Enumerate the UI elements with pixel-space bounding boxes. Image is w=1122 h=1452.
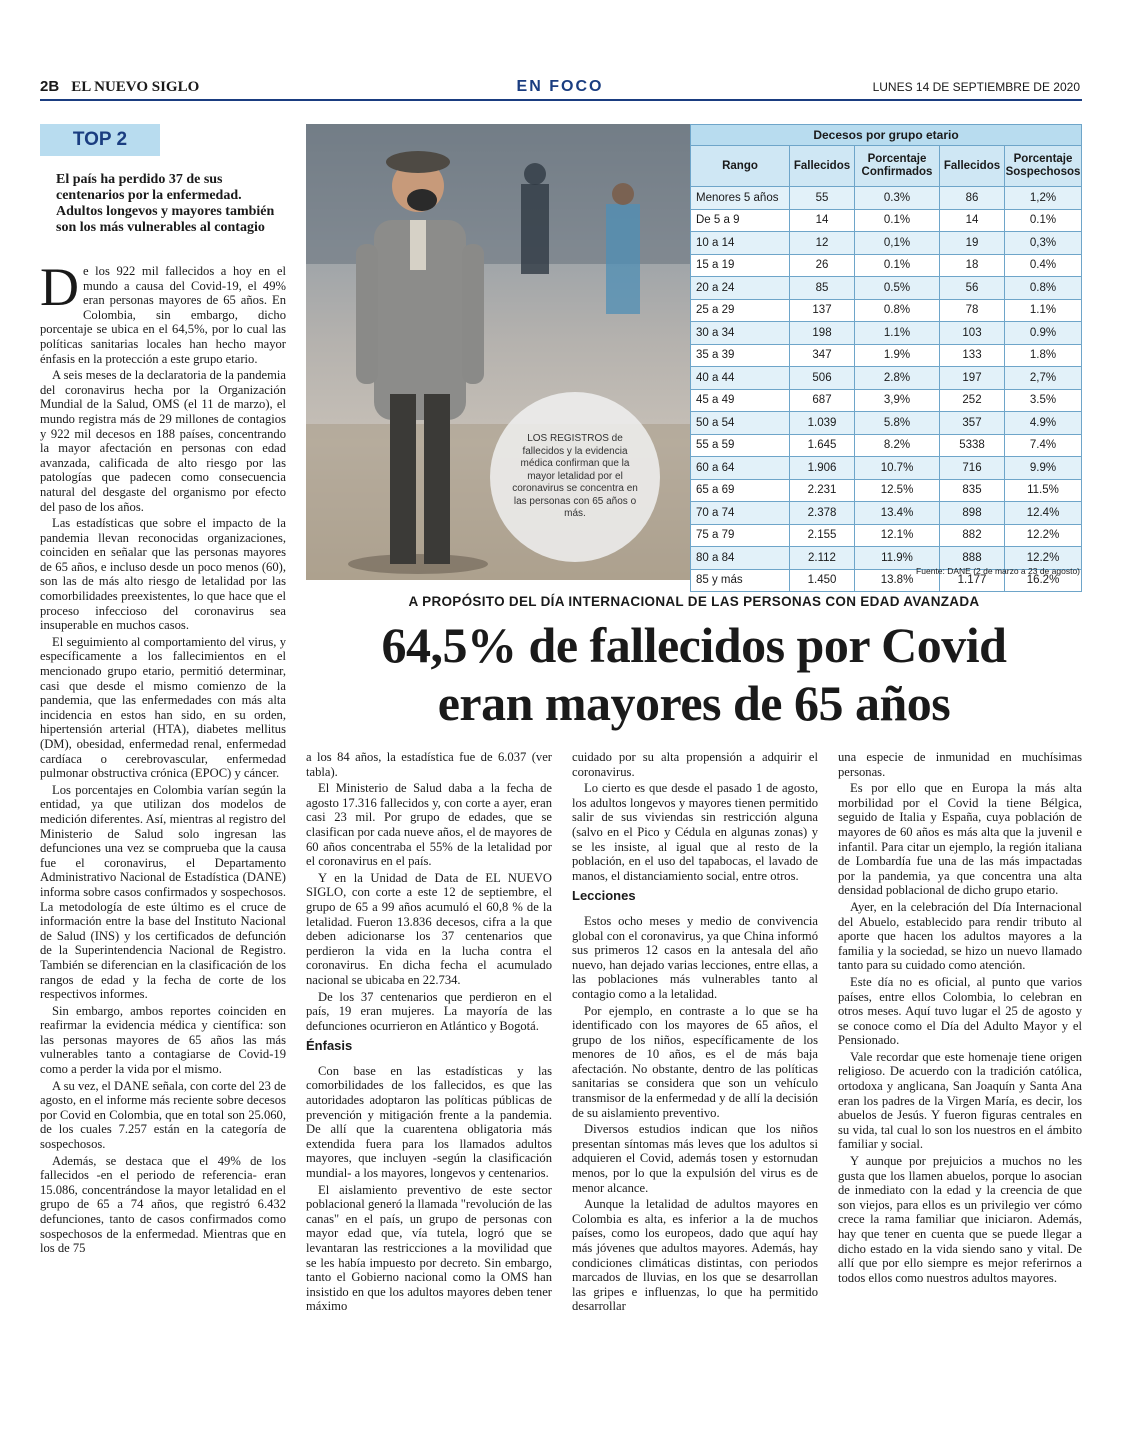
paragraph: Estos ocho meses y medio de convivencia global con el coronavirus, ya que China informó sus primeros 12 casos en la antesala del año nuevo, han dejado varias lecciones, entre ellas, a las poblaciones más vulnerables tanto al contagio como a la letalidad.	[572, 913, 818, 1001]
table-row	[691, 299, 1082, 322]
table-cell: De 5 a 9	[691, 209, 790, 232]
table-cell: 12.5%	[855, 479, 940, 502]
table-cell: 137	[790, 299, 855, 322]
table-cell: 357	[940, 412, 1005, 435]
paragraph: Sin embargo, ambos reportes coinciden en reafirmar la evidencia médica y científica: son las personas mayores de 65 años las más vulnerables tanto a contagiarse de Covid-19 como a perder la vida por el mismo.	[40, 1003, 286, 1077]
headline	[306, 616, 1082, 732]
paragraph: A su vez, el DANE señala, con corte del 23 de agosto, en el informe más reciente sobre decesos por Covid en Colombia, que en total son 25.060, de los cuales 7.257 están en la categoría de sospechosos.	[40, 1078, 286, 1152]
table-cell: 60 a 64	[691, 457, 790, 480]
headline-line-2: eran mayores de 65 años	[437, 675, 951, 731]
lead-paragraph	[40, 257, 286, 366]
lead-text: e los 922 mil fallecidos a hoy en el mundo a causa del Covid-19, el 49% eran personas mayores de 65 años. En Colombia, sin embargo, dicho porcentaje se ubica en el 64,5%, por lo cual las políticas sanitarias locales han hecho mayor énfasis en la protección a este grupo etario.	[40, 264, 286, 366]
table-row	[691, 412, 1082, 435]
paragraph: De los 37 centenarios que perdieron en el país, 19 eran mujeres. La mayoría de las defunciones ocurrieron en Atlántico y Bogotá.	[306, 989, 552, 1033]
table-cell: 12.2%	[1005, 524, 1082, 547]
table-cell: Menores 5 años	[691, 187, 790, 210]
table-cell: 0.1%	[855, 209, 940, 232]
photo-caption: LOS REGISTROS de fallecidos y la evidencia médica confirman que la mayor letalidad por el coronavirus se concentra en las personas con 65 años o más.	[512, 433, 638, 520]
table-source: Fuente: DANE (2 de marzo a 23 de agosto)	[916, 566, 1080, 576]
table-cell: 9.9%	[1005, 457, 1082, 480]
table-cell: 898	[940, 502, 1005, 525]
table-cell: 10.7%	[855, 457, 940, 480]
table-cell: 15 a 19	[691, 254, 790, 277]
table-cell: 18	[940, 254, 1005, 277]
table-cell: 78	[940, 299, 1005, 322]
table-cell: 888	[940, 547, 1005, 570]
table-cell: 65 a 69	[691, 479, 790, 502]
headline-line-1: 64,5% de fallecidos por Covid	[381, 617, 1007, 673]
table-cell: 0,1%	[855, 232, 940, 255]
table-cell: 5338	[940, 434, 1005, 457]
table-cell: 0.8%	[855, 299, 940, 322]
table-cell: 14	[790, 209, 855, 232]
table-cell: 2.155	[790, 524, 855, 547]
paragraph: Aunque la letalidad de adultos mayores en Colombia es alta, es inferior a la de muchos países, como los europeos, dado que aquí hay más jóvenes que adultos mayores. Además, hay condiciones climáticas distintas, con periodos marcados de lluvias, en los que se desarrollan las gripes e influenzas, lo que ha permitido desarrollar	[572, 1197, 818, 1314]
table-row	[691, 344, 1082, 367]
table-cell: 2,7%	[1005, 367, 1082, 390]
table-cell: 835	[940, 479, 1005, 502]
col-header-pct-suspected: Porcentaje Sospechosos	[1005, 146, 1082, 187]
table-cell: 0.3%	[855, 187, 940, 210]
table-cell: 75 a 79	[691, 524, 790, 547]
table-cell: 1.9%	[855, 344, 940, 367]
table-cell: 30 a 34	[691, 322, 790, 345]
table-cell: 35 a 39	[691, 344, 790, 367]
section-name: EN FOCO	[516, 78, 604, 95]
table-cell: 25 a 29	[691, 299, 790, 322]
table-cell: 1.039	[790, 412, 855, 435]
table-cell: 56	[940, 277, 1005, 300]
table-cell: 12.1%	[855, 524, 940, 547]
table-title: Decesos por grupo etario	[691, 125, 1082, 146]
table-cell: 45 a 49	[691, 389, 790, 412]
table-cell: 2.112	[790, 547, 855, 570]
table-cell: 86	[940, 187, 1005, 210]
paragraph: Los porcentajes en Colombia varían según la entidad, ya que utilizan dos modelos de medición diferentes. Así, mientras al registro del Ministerio de Salud solo ingresan las defunciones una vez se comprueba que la causa fue el coronavirus, el Departamento Administrativo Nacional de Estadística (DANE) informa sobre casos confirmados y sospechosos. La metodología de este último es el cruce de información entre la base del Instituto Nacional de Salud (INS) y los certificados de defunción de la Superintendencia Nacional de Registro. También se diferencian en la clasificación de los rangos de edad y la fecha de corte de los respectivos informes.	[40, 782, 286, 1002]
top-badge: TOP 2	[40, 124, 160, 156]
table-row	[691, 389, 1082, 412]
table-cell: 14	[940, 209, 1005, 232]
table-cell: 1.8%	[1005, 344, 1082, 367]
table-row	[691, 367, 1082, 390]
table-row	[691, 232, 1082, 255]
paragraph: Diversos estudios indican que los niños presentan síntomas más leves que los adultos si adquieren el Covid, además tosen y estornudan menos, por lo que la expulsión del virus es de menor alcance.	[572, 1122, 818, 1195]
table-cell: 0.5%	[855, 277, 940, 300]
table-cell: 85 y más	[691, 569, 790, 592]
table-cell: 5.8%	[855, 412, 940, 435]
table-cell: 7.4%	[1005, 434, 1082, 457]
paragraph: Ayer, en la celebración del Día Internacional del Abuelo, establecido para rendir tributo al aporte que hacen los adultos mayores a la familia y la sociedad, se hizo un nuevo llamado tanto para su cuidado como atención.	[838, 899, 1082, 973]
table-cell: 716	[940, 457, 1005, 480]
drop-cap: D	[40, 257, 79, 317]
table-row	[691, 524, 1082, 547]
table-cell: 1.645	[790, 434, 855, 457]
table-cell: 11.9%	[855, 547, 940, 570]
paragraph: El seguimiento al comportamiento del virus, y específicamente a los fallecimientos en el mencionado grupo etario, permitió determinar, casi que desde el mismo comienzo de la pandemia, que las enfermedades con más alta incidencia en estos han sido, en su orden, hipertensión arterial (HTA), diabetes mellitus (DM), obesidad, enfermedad renal, enfermedad cardíaca o cerebrovascular, enfermedad pulmonar obstructiva crónica (EPOC) y cáncer.	[40, 634, 286, 781]
table-cell: 1.906	[790, 457, 855, 480]
table-cell: 1.1%	[855, 322, 940, 345]
col-header-range: Rango	[691, 146, 790, 187]
paragraph: El Ministerio de Salud daba a la fecha de agosto 17.316 fallecidos y, con corte a ayer, eran casi 23 mil. Por grupo de edades, que se clasifican por cada nueve años, el de mayores de 60 años concentraba el 55% de la letalidad por el coronavirus en el país.	[306, 781, 552, 869]
table-cell: 133	[940, 344, 1005, 367]
table-cell: 687	[790, 389, 855, 412]
table-cell: 50 a 54	[691, 412, 790, 435]
table-cell: 347	[790, 344, 855, 367]
table-cell: 12.2%	[1005, 547, 1082, 570]
issue-date: LUNES 14 DE SEPTIEMBRE DE 2020	[872, 80, 1080, 94]
subtitle-enfasis: Énfasis	[306, 1038, 353, 1054]
table-cell: 85	[790, 277, 855, 300]
table-cell: 11.5%	[1005, 479, 1082, 502]
paragraph: una especie de inmunidad en muchísimas personas.	[838, 750, 1082, 779]
table-cell: 0.8%	[1005, 277, 1082, 300]
table-cell: 13.8%	[855, 569, 940, 592]
masthead	[40, 78, 199, 96]
table-cell: 103	[940, 322, 1005, 345]
table-cell: 198	[790, 322, 855, 345]
table-cell: 8.2%	[855, 434, 940, 457]
paragraph: Es por ello que en Europa la más alta morbilidad por el Covid la tiene Bélgica, seguido de Italia y España, cuya población de mayores de 60 años es más alta que la juvenil e infantil. Para citar un ejemplo, la región italiana de Lombardía fue una de las más impactadas por la pandemia, ya que concentra una alta densidad poblacional de dicho grupo etario.	[838, 781, 1082, 898]
subhead: El país ha perdido 37 de sus centenarios por la enfermedad. Adultos longevos y mayores también son los más vulnerables al contagio	[56, 172, 275, 235]
table-cell: 16.2%	[1005, 569, 1082, 592]
paragraph: Y aunque por prejuicios a muchos no les gusta que los llamen abuelos, porque lo asocian de inmediato con la edad y la creencia de que son viejos, para ellos es un privilegio ver cómo crece la rama familiar que iniciaron. Además, hay que tener en cuenta que se puede llegar a dicho estado en la vida siendo sano y vital. De allí que por ello siempre es mejor referirnos a todos ellos como nuestros adultos mayores.	[838, 1154, 1082, 1285]
paragraph: Vale recordar que este homenaje tiene origen religioso. De acuerdo con la tradición católica, ortodoxa y anglicana, San Joaquín y Santa Ana eran los padres de la Virgen María, es decir, los abuelos de Jesús. Y fueron figuras centrales en su vida, tal cual lo son los nuestros en el ámbito familiar y social.	[838, 1049, 1082, 1152]
paragraph: Por ejemplo, en contraste a lo que se ha identificado con los mayores de 65 años, el grupo de los niños, específicamente de los menores de 10 años, es el de más baja afectación. No obstante, dentro de las políticas sanitarias se considera que son un vehículo transmisor de la enfermedad y de allí la decisión de su aislamiento preventivo.	[572, 1003, 818, 1120]
table-cell: 2.231	[790, 479, 855, 502]
table-cell: 13.4%	[855, 502, 940, 525]
paragraph: El aislamiento preventivo de este sector poblacional generó la llamada "revolución de las canas" en el país, un grupo de personas con mayor edad que, vía tutela, logró que se levantaran las restricciones a la movilidad que se les había impuesto por decreto. Sin embargo, tanto el Gobierno nacional como la OMS han insistido en que los adultos mayores deben tener máximo	[306, 1182, 552, 1314]
table-row	[691, 277, 1082, 300]
table-cell: 40 a 44	[691, 367, 790, 390]
table-cell: 252	[940, 389, 1005, 412]
table-cell: 506	[790, 367, 855, 390]
table-cell: 0,3%	[1005, 232, 1082, 255]
table-cell: 2.378	[790, 502, 855, 525]
table-cell: 12.4%	[1005, 502, 1082, 525]
article-column-3	[572, 750, 818, 1316]
col-header-pct-confirmed: Porcentaje Confirmados	[855, 146, 940, 187]
table-row	[691, 209, 1082, 232]
table-body	[691, 187, 1082, 592]
paragraph: a los 84 años, la estadística fue de 6.037 (ver tabla).	[306, 750, 552, 779]
col-header-deaths-confirmed: Fallecidos	[790, 146, 855, 187]
table-cell: 2.8%	[855, 367, 940, 390]
table-cell: 1.1%	[1005, 299, 1082, 322]
table-cell: 4.9%	[1005, 412, 1082, 435]
table-cell: 0.4%	[1005, 254, 1082, 277]
paragraph: Lo cierto es que desde el pasado 1 de agosto, los adultos longevos y mayores tienen permitido salir de sus viviendas sin restricción alguna (salvo en el Pico y Cédula en algunas zonas) y se les insiste, al igual que al resto de la población, en el uso del tapabocas, el lavado de manos, el distanciamiento social, entre otros.	[572, 781, 818, 883]
table-cell: 55 a 59	[691, 434, 790, 457]
table-cell: 197	[940, 367, 1005, 390]
deaths-by-age-table	[690, 124, 1082, 592]
table-cell: 3.5%	[1005, 389, 1082, 412]
table-cell: 0.1%	[1005, 209, 1082, 232]
table-cell: 10 a 14	[691, 232, 790, 255]
paragraph: Este día no es oficial, al punto que varios países, entre ellos Colombia, lo celebran en otros meses. Aquí tuvo lugar el 25 de agosto y se conoce como el Día del Adulto Mayor y el Pensionado.	[838, 974, 1082, 1048]
table-cell: 70 a 74	[691, 502, 790, 525]
photo-caption-bubble	[490, 392, 660, 562]
paragraph: cuidado por su alta propensión a adquirir el coronavirus.	[572, 750, 818, 779]
table-row	[691, 502, 1082, 525]
table-cell: 0.9%	[1005, 322, 1082, 345]
table-row	[691, 254, 1082, 277]
col-header-deaths-suspected: Fallecidos	[940, 146, 1005, 187]
table-row	[691, 434, 1082, 457]
table-cell: 12	[790, 232, 855, 255]
article-column-4	[838, 750, 1082, 1287]
table-cell: 3,9%	[855, 389, 940, 412]
table-cell: 26	[790, 254, 855, 277]
page-number: 2B	[40, 78, 60, 95]
header-rule	[40, 99, 1082, 101]
paragraph: Con base en las estadísticas y las comorbilidades de los fallecidos, es que las autoridades adoptaron las políticas públicas de prevención y mitigación frente a la pandemia. De allí que la cuarentena obligatoria más extendida fuera para los llamados adultos mayores, que incluyen -según la clasificación mundial- a los mayores, longevos y centenarios.	[306, 1063, 552, 1181]
kicker: A PROPÓSITO DEL DÍA INTERNACIONAL DE LAS PERSONAS CON EDAD AVANZADA	[408, 594, 980, 609]
paragraph: A seis meses de la declaratoria de la pandemia del coronavirus hecha por la Organización Mundial de la Salud, OMS (el 11 de marzo), el mundo registra más de 29 millones de contagios y 922 mil decesos en 188 países, concentrando la mayor afectación en personas con edad avanzada, calificada de alto riesgo por las patologías que padecen como consecuencia natural del desgaste del organismo por efecto del paso de los años.	[40, 368, 286, 514]
paragraph: Además, se destaca que el 49% de los fallecidos -en el periodo de referencia- eran 15.086, concentrándose la mayor letalidad en el grupo de 65 a 74 años, que registró 6.432 defunciones, tanto de casos confirmados como sospechosos de la enfermedad. Mientras que en los de 75	[40, 1153, 286, 1256]
table-cell: 1.177	[940, 569, 1005, 592]
table-cell: 882	[940, 524, 1005, 547]
article-column-2	[306, 750, 552, 1316]
table-cell: 20 a 24	[691, 277, 790, 300]
paragraph: Y en la Unidad de Data de EL NUEVO SIGLO, con corte a este 12 de septiembre, el grupo de 65 a 99 años acumuló el 60,8 % de la letalidad. Fueron 13.836 decesos, cifra a la que deben adicionarse los 37 centenarios que perdieron la vida en la lucha contra el coronavirus. En dicha fecha el acumulado nacional se ubicaba en 22.734.	[306, 870, 552, 987]
paragraph: Las estadísticas que sobre el impacto de la pandemia llevan reconocidas organizaciones, coinciden en señalar que las personas mayores de 65 años, e incluso desde un poco menos (60), son las de más alto riesgo de letalidad por las comorbilidades preexistentes, lo que hace que el proceso infeccioso del coronavirus sea insuperable en muchos casos.	[40, 516, 286, 633]
table-cell: 80 a 84	[691, 547, 790, 570]
table-row	[691, 479, 1082, 502]
table-cell: 19	[940, 232, 1005, 255]
paper-name: EL NUEVO SIGLO	[71, 79, 200, 95]
table-row	[691, 457, 1082, 480]
table-cell: 1,2%	[1005, 187, 1082, 210]
table-cell: 0.1%	[855, 254, 940, 277]
table-row	[691, 187, 1082, 210]
table-cell: 1.450	[790, 569, 855, 592]
table-row	[691, 322, 1082, 345]
table-cell: 55	[790, 187, 855, 210]
article-column-1	[40, 257, 286, 1258]
subtitle-lecciones: Lecciones	[572, 888, 636, 904]
